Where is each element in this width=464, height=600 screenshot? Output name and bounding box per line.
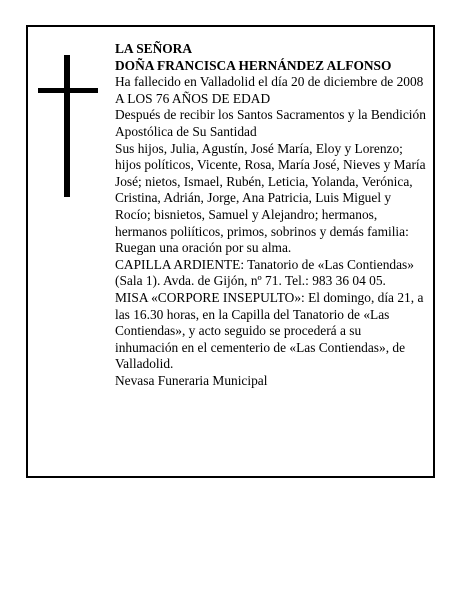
cross-icon (38, 55, 98, 197)
obituary-notice (26, 25, 435, 478)
obituary-text (115, 41, 427, 389)
chapel-info: CAPILLA ARDIENTE: Tanatorio de «Las Contiendas» (Sala 1). Avda. de Gijón, nº 71. Tel.: 983 36 04 05. (115, 256, 414, 289)
cross-vertical-bar (64, 55, 70, 197)
mass-info: MISA «CORPORE INSEPULTO»: El domingo, día 21, a las 16.30 horas, en la Capilla del Tanatorio de «Las Contiendas», y acto seguido se procederá a su inhumación en el cementerio de «Las Contiendas», de Valladolid. (115, 289, 424, 372)
cross-horizontal-bar (38, 88, 98, 93)
death-statement: Ha fallecido en Valladolid el día 20 de diciembre de 2008 (115, 74, 424, 90)
deceased-name: DOÑA FRANCISCA HERNÁNDEZ ALFONSO (115, 57, 392, 73)
age-statement: A LOS 76 AÑOS DE EDAD (115, 90, 271, 106)
prayer-request: Ruegan una oración por su alma. (115, 240, 292, 256)
family-list: Sus hijos, Julia, Agustín, José María, Eloy y Lorenzo; hijos políticos, Vicente, Rosa, María José, Nieves y María José; nietos, Ismael, Rubén, Leticia, Yolanda, Verónica, Cristina, Adrián, Jorge, Ana Patricia, Luis Miguel y Rocío; bisnietos, Samuel y Alejandro; hermanos, hermanos poliíticos, primos, sobrinos y demás familia: (115, 140, 426, 239)
notice-title: LA SEÑORA (115, 41, 193, 56)
funeral-home: Nevasa Funeraria Municipal (115, 372, 268, 388)
sacraments-statement: Después de recibir los Santos Sacramentos y la Bendición Apostólica de Su Santidad (115, 107, 426, 139)
